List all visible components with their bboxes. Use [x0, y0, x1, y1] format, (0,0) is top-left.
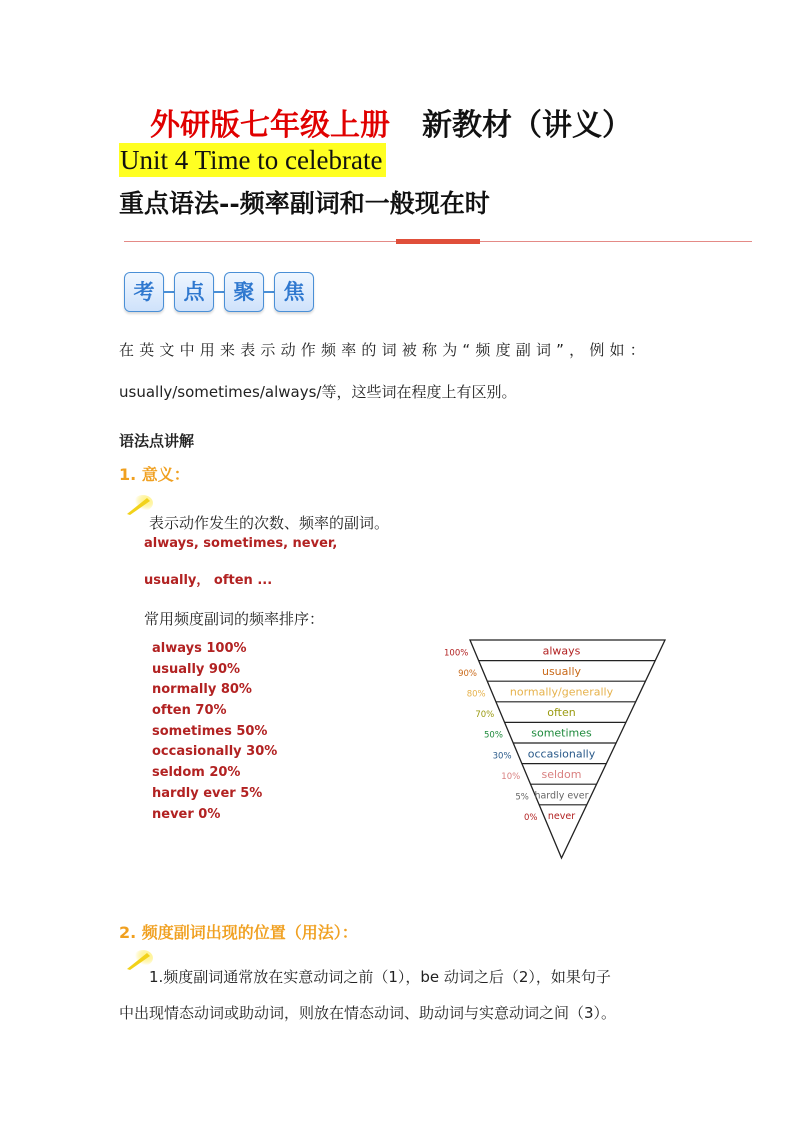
- pyramid-word: sometimes: [531, 726, 592, 740]
- list-item: always 100%: [152, 641, 247, 656]
- pyramid-word: seldom: [541, 767, 582, 781]
- usage-line-2: 中出现情态动词或助动词，则放在情态动词、助动词与实意动词之间（3）。: [119, 1004, 617, 1022]
- meaning-heading: 1. 意义：: [119, 465, 190, 484]
- pyramid-word: always: [542, 644, 581, 658]
- examples-line-2: usually， often ...: [144, 573, 273, 588]
- pyramid-word: never: [547, 811, 576, 823]
- pyramid-percent: 5%: [515, 792, 529, 803]
- list-item: usually 90%: [152, 661, 241, 677]
- unit-title: Unit 4 Time to celebrate: [119, 143, 386, 177]
- list-item: hardly ever 5%: [152, 785, 263, 801]
- badge-jiao: 焦: [274, 272, 314, 312]
- badge-connector: [214, 291, 224, 293]
- pyramid-percent: 0%: [523, 813, 538, 824]
- list-item: seldom 20%: [152, 765, 241, 781]
- pyramid-percent: 90%: [458, 668, 477, 679]
- list-item: never 0%: [152, 806, 221, 822]
- frequency-list: [152, 639, 277, 825]
- pyramid-percent: 100%: [444, 648, 469, 659]
- grammar-topic-title: 重点语法--频率副词和一般现在时: [119, 189, 490, 218]
- list-item: sometimes 50%: [152, 723, 268, 739]
- intro-line-1: 在英文中用来表示动作频率的词被称为“频度副词”，例如：: [119, 341, 650, 359]
- badge-ju: 聚: [224, 272, 264, 312]
- badge-connector: [164, 291, 174, 293]
- usage-line-1: 1.频度副词通常放在实意动词之前（1），be 动词之后（2），如果句子: [149, 968, 611, 986]
- divider-accent: [396, 239, 480, 244]
- usage-heading: 2. 频度副词出现的位置（用法）：: [119, 923, 358, 942]
- examples-line-1: always, sometimes, never,: [144, 536, 338, 551]
- pyramid-percent: 70%: [475, 710, 495, 721]
- pyramid-percent: 80%: [466, 689, 486, 700]
- badge-dian: 点: [174, 272, 214, 312]
- intro-line-2: usually/sometimes/always/等，这些词在程度上有区别。: [119, 383, 517, 401]
- badge-kao: 考: [124, 272, 164, 312]
- list-item: normally 80%: [152, 682, 252, 698]
- badge-connector: [264, 291, 274, 293]
- pyramid-percent: 30%: [492, 751, 512, 762]
- pyramid-percent: 50%: [484, 730, 503, 741]
- title-black: 新教材（讲义）: [422, 108, 632, 143]
- pyramid-word: occasionally: [527, 747, 596, 761]
- list-item: often 70%: [152, 703, 227, 719]
- frequency-order-label: 常用频度副词的频率排序：: [144, 610, 325, 628]
- title-red: 外研版七年级上册: [150, 108, 390, 143]
- meaning-definition: 表示动作发生的次数、频率的副词。: [149, 514, 390, 532]
- pyramid-percent: 10%: [501, 771, 521, 782]
- pyramid-word: normally/generally: [509, 685, 614, 699]
- pyramid-word: hardly ever: [534, 790, 589, 802]
- list-item: occasionally 30%: [152, 744, 278, 760]
- key-points-badges: [124, 272, 314, 312]
- pyramid-word: usually: [541, 664, 582, 678]
- section-heading: 语法点讲解: [119, 432, 195, 450]
- frequency-pyramid: [425, 636, 675, 866]
- pyramid-word: often: [547, 706, 576, 720]
